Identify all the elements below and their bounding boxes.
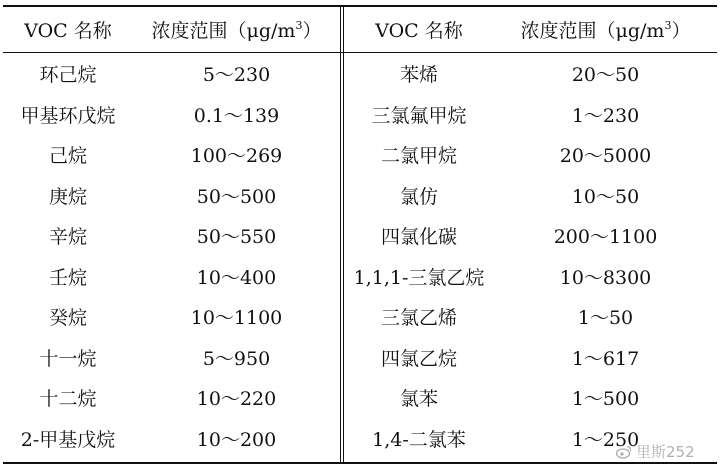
table-header-rule [3, 52, 717, 53]
row-right-concentration: 1～500 [571, 388, 640, 410]
row-right-concentration: 1～230 [571, 105, 640, 127]
row-right-voc-name: 苯烯 [399, 64, 438, 86]
row-right-concentration: 10～8300 [559, 267, 652, 289]
row-right-voc-name: 三氯氟甲烷 [371, 105, 467, 127]
header-unit-exponent-left: 3 [295, 19, 303, 32]
header-close-paren-right: ） [671, 20, 691, 42]
row-left-concentration: 10～220 [196, 388, 277, 410]
row-right-voc-name: 二氯甲烷 [380, 145, 457, 167]
watermark-text: 里斯252 [636, 443, 695, 461]
row-right-concentration: 1～250 [571, 429, 640, 451]
row-left-voc-name: 十二烷 [39, 388, 97, 410]
row-left-concentration: 10～400 [196, 267, 277, 289]
row-left-concentration: 10～200 [196, 429, 277, 451]
row-left-voc-name: 癸烷 [48, 307, 87, 329]
row-right-concentration: 1～617 [571, 348, 640, 370]
row-right-voc-name: 三氯乙烯 [380, 307, 457, 329]
table-top-rule [3, 5, 717, 7]
row-right-concentration: 10～50 [571, 186, 640, 208]
row-right-voc-name: 四氯化碳 [380, 226, 457, 248]
row-right-concentration: 200～1100 [553, 226, 658, 248]
row-left-concentration: 5～950 [202, 348, 271, 370]
watermark [616, 441, 695, 462]
weibo-icon [616, 445, 632, 459]
header-concentration-right-text: 浓度范围（μg/m [520, 20, 665, 42]
row-left-voc-name: 己烷 [48, 145, 87, 167]
row-left-concentration: 100～269 [190, 145, 283, 167]
row-left-concentration: 50～500 [196, 186, 277, 208]
row-left-concentration: 10～1100 [190, 307, 283, 329]
row-left-voc-name: 辛烷 [48, 226, 87, 248]
row-right-concentration: 20～50 [571, 64, 640, 86]
row-right-voc-name: 氯仿 [399, 186, 438, 208]
row-left-voc-name: 壬烷 [48, 267, 87, 289]
header-unit-exponent-right: 3 [664, 19, 672, 32]
row-right-voc-name: 四氯乙烷 [380, 348, 457, 370]
row-right-voc-name: 1,1,1-三氯乙烷 [353, 267, 485, 289]
header-concentration-left [133, 19, 340, 43]
table-bottom-rule [3, 462, 717, 464]
row-right-voc-name: 氯苯 [399, 388, 438, 410]
row-right-concentration: 1～50 [577, 307, 634, 329]
row-left-concentration: 0.1～139 [193, 105, 280, 127]
column-divider [340, 5, 341, 464]
row-right-voc-name: 1,4-二氯苯 [372, 429, 466, 451]
row-left-voc-name: 十一烷 [39, 348, 97, 370]
header-concentration-right [494, 19, 717, 43]
row-right-concentration: 20～5000 [559, 145, 652, 167]
row-left-voc-name: 甲基环戊烷 [20, 105, 116, 127]
row-left-voc-name: 环己烷 [39, 64, 97, 86]
header-voc-name-right: VOC 名称 [375, 20, 463, 42]
row-left-concentration: 5～230 [202, 64, 271, 86]
header-voc-name-left: VOC 名称 [24, 20, 112, 42]
row-left-concentration: 50～550 [196, 226, 277, 248]
row-left-voc-name: 2-甲基戊烷 [20, 429, 116, 451]
header-concentration-left-text: 浓度范围（μg/m [151, 20, 296, 42]
row-left-voc-name: 庚烷 [48, 186, 87, 208]
header-close-paren-left: ） [302, 20, 322, 42]
